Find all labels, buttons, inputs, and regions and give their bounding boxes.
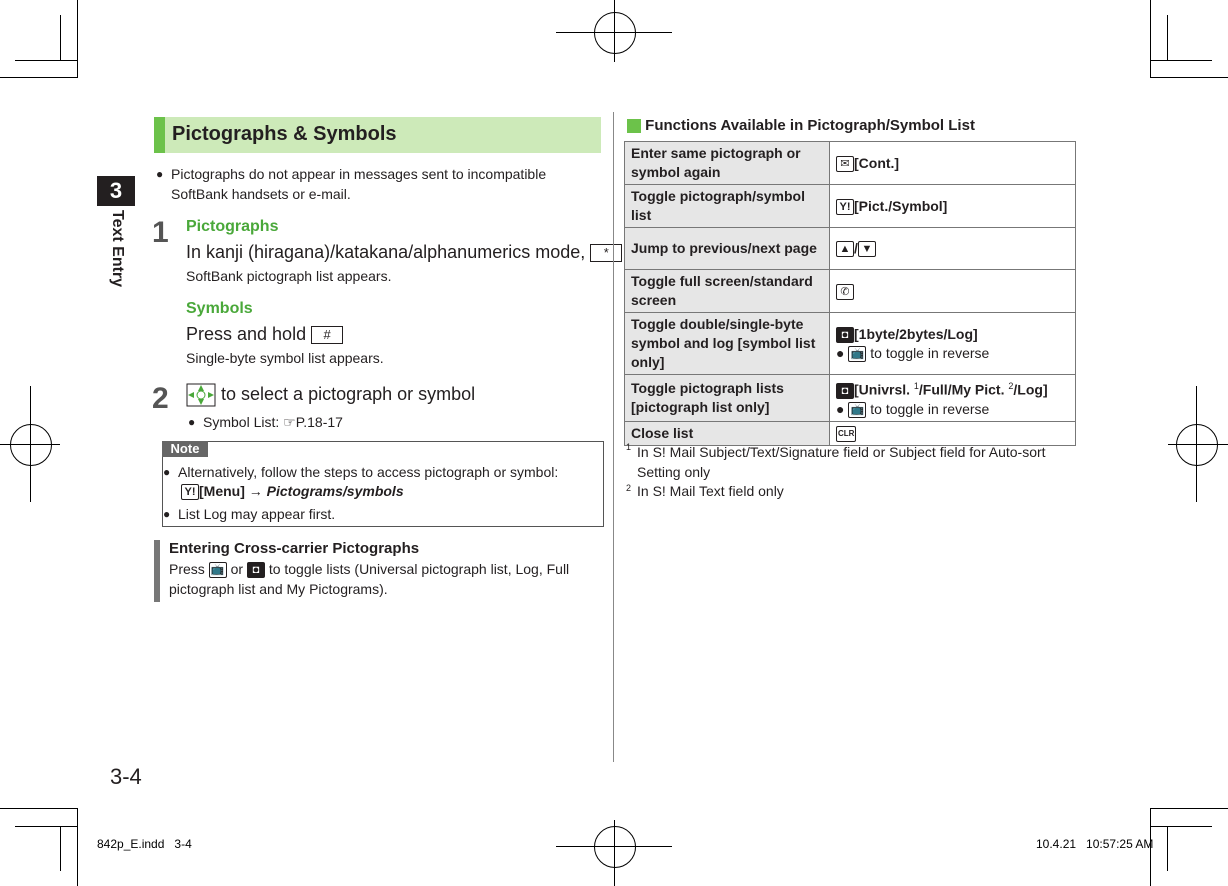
crop-mark bbox=[1150, 60, 1212, 61]
asterisk-key-icon: * bbox=[590, 244, 622, 262]
yahoo-key-icon: Y! bbox=[181, 484, 199, 500]
crop-mark bbox=[60, 826, 61, 871]
chapter-title: Text Entry bbox=[109, 210, 126, 288]
crop-mark bbox=[60, 15, 61, 60]
camera-key-icon: ◘ bbox=[836, 327, 854, 343]
table-row: Close list CLR bbox=[625, 421, 1076, 445]
table-row: Toggle pictograph/symbol list Y! [Pict./Symbol] bbox=[625, 185, 1076, 228]
reference-hand-icon: ☞ bbox=[283, 414, 296, 430]
up-key-icon: ▲ bbox=[836, 241, 854, 257]
step-number: 2 bbox=[152, 382, 169, 415]
tv-key-icon: 📺 bbox=[848, 402, 866, 418]
step-sub-bullet: ● Symbol List: ☞P.18-17 bbox=[203, 412, 343, 432]
crop-mark bbox=[15, 60, 77, 61]
clear-key-icon: CLR bbox=[836, 426, 856, 442]
intro-bullet: ● Pictographs do not appear in messages sent to incompatible SoftBank handsets or e-mail. bbox=[171, 164, 601, 204]
cross-carrier-text: pictograph list and My Pictograms). bbox=[169, 581, 388, 597]
crop-mark bbox=[1150, 808, 1228, 809]
yahoo-key-icon: Y! bbox=[836, 199, 854, 215]
table-row: Jump to previous/next page ▲ / ▼ bbox=[625, 228, 1076, 270]
mail-key-icon: ✉ bbox=[836, 156, 854, 172]
print-file-label: 842p_E.indd 3-4 bbox=[97, 837, 192, 851]
registration-mark bbox=[594, 826, 636, 868]
note-bullet: ● Alternatively, follow the steps to access pictograph or symbol: bbox=[178, 462, 598, 482]
chapter-number: 3 bbox=[97, 176, 135, 206]
hash-key-icon: # bbox=[311, 326, 343, 344]
section-title: Pictographs & Symbols bbox=[172, 123, 397, 145]
call-key-icon: ✆ bbox=[836, 284, 854, 300]
tv-key-icon: 📺 bbox=[209, 562, 227, 578]
footnote: In S! Mail Text field only bbox=[637, 483, 784, 499]
crop-mark bbox=[1150, 826, 1212, 827]
registration-mark bbox=[594, 12, 636, 54]
note-label: Note bbox=[162, 441, 208, 457]
section-title-bar bbox=[154, 117, 601, 153]
step-heading: Symbols bbox=[186, 300, 253, 317]
column-divider bbox=[613, 112, 614, 762]
cross-carrier-text: Press 📺 or ◘ to toggle lists (Universal pictograph list, Log, Full bbox=[169, 561, 570, 577]
table-row: Toggle double/single-byte symbol and log [symbol list only] ◘ [1byte/2bytes/Log] ● 📺 to toggle in reverse bbox=[625, 313, 1076, 375]
functions-heading: Functions Available in Pictograph/Symbol List bbox=[627, 117, 975, 134]
tv-key-icon: 📺 bbox=[848, 346, 866, 362]
step-instruction: In kanji (hiragana)/katakana/alphanumerics mode, * bbox=[186, 242, 622, 263]
table-row: Toggle pictograph lists [pictograph list only] ◘ [Univrsl. $^1$/Full/My Pict. $^2$/Log] ● 📺 to toggle in reverse bbox=[625, 375, 1076, 422]
crop-mark bbox=[1167, 15, 1168, 60]
crop-mark bbox=[77, 808, 78, 886]
step-heading: Pictographs bbox=[186, 218, 279, 235]
functions-table bbox=[624, 141, 1076, 446]
step-result: Single-byte symbol list appears. bbox=[186, 350, 384, 366]
footnote: In S! Mail Subject/Text/Signature field or Subject field for Auto-sort Setting only bbox=[637, 444, 1046, 480]
registration-line bbox=[614, 0, 615, 62]
cross-carrier-heading: Entering Cross-carrier Pictographs bbox=[169, 540, 420, 557]
page-number: 3-4 bbox=[110, 764, 142, 789]
step-number: 1 bbox=[152, 216, 169, 249]
crop-mark bbox=[1150, 0, 1151, 78]
navigation-key-icon bbox=[186, 383, 216, 407]
table-row: Toggle full screen/standard screen ✆ bbox=[625, 270, 1076, 313]
note-menu-path: Y! [Menu] → Pictograms/symbols bbox=[181, 483, 404, 500]
crop-mark bbox=[0, 808, 78, 809]
sidebar-accent bbox=[154, 540, 160, 602]
crop-mark bbox=[1167, 826, 1168, 871]
table-row: Enter same pictograph or symbol again ✉ [Cont.] bbox=[625, 142, 1076, 185]
note-bullet: ● List Log may appear first. bbox=[178, 504, 598, 524]
registration-line bbox=[1196, 386, 1197, 502]
registration-line bbox=[30, 386, 31, 502]
step-instruction: Press and hold # bbox=[186, 324, 343, 345]
registration-mark bbox=[1176, 424, 1218, 466]
registration-line bbox=[1168, 444, 1228, 445]
step-result: SoftBank pictograph list appears. bbox=[186, 268, 392, 284]
camera-key-icon: ◘ bbox=[247, 562, 265, 578]
down-key-icon: ▼ bbox=[858, 241, 876, 257]
step-instruction: to select a pictograph or symbol bbox=[186, 383, 475, 407]
crop-mark bbox=[77, 0, 78, 78]
registration-mark bbox=[10, 424, 52, 466]
camera-key-icon: ◘ bbox=[836, 383, 854, 399]
crop-mark bbox=[15, 826, 77, 827]
footnote-mark: 1 bbox=[626, 442, 632, 452]
crop-mark bbox=[0, 77, 78, 78]
print-timestamp: 10.4.21 10:57:25 AM bbox=[1036, 837, 1154, 851]
crop-mark bbox=[1150, 77, 1228, 78]
registration-line bbox=[614, 820, 615, 886]
footnote-mark: 2 bbox=[626, 483, 632, 493]
